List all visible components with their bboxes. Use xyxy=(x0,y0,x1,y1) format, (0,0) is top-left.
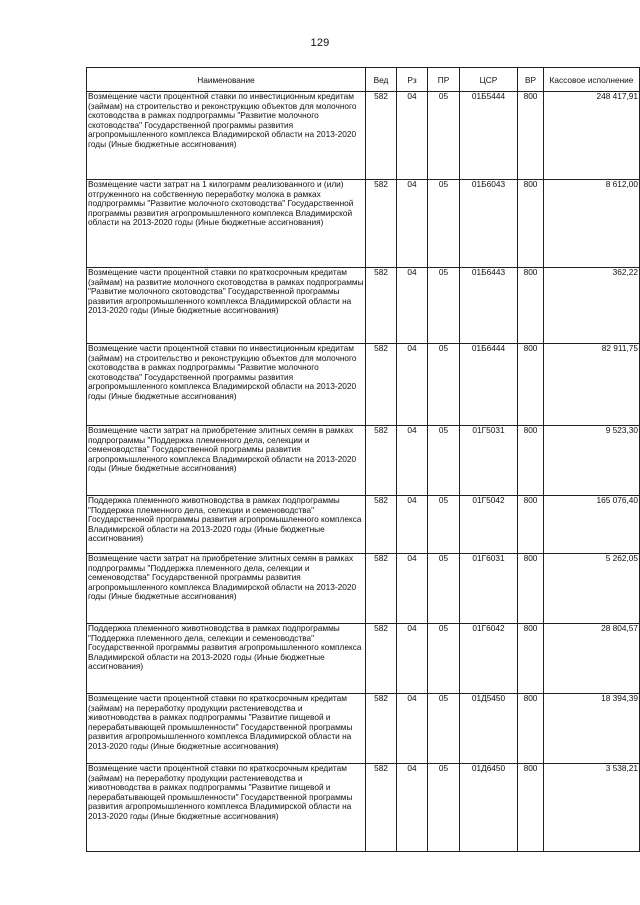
row-csr: 01Б6444 xyxy=(460,344,518,426)
row-amount: 3 538,21 xyxy=(544,764,640,852)
row-ved: 582 xyxy=(366,92,397,180)
row-amount: 362,22 xyxy=(544,268,640,344)
row-amount: 248 417,91 xyxy=(544,92,640,180)
table-row xyxy=(87,268,640,344)
row-ved: 582 xyxy=(366,344,397,426)
header-ved: Вед xyxy=(366,68,397,92)
row-rz: 04 xyxy=(397,496,428,554)
row-ved: 582 xyxy=(366,624,397,694)
row-amount: 8 612,00 xyxy=(544,180,640,268)
table-header-row xyxy=(87,68,640,92)
header-csr: ЦСР xyxy=(460,68,518,92)
row-pr: 05 xyxy=(428,554,460,624)
row-csr: 01Д6450 xyxy=(460,764,518,852)
row-pr: 05 xyxy=(428,624,460,694)
row-csr: 01Г5031 xyxy=(460,426,518,496)
row-pr: 05 xyxy=(428,426,460,496)
row-rz: 04 xyxy=(397,268,428,344)
row-rz: 04 xyxy=(397,344,428,426)
header-rz: Рз xyxy=(397,68,428,92)
row-amount: 28 804,57 xyxy=(544,624,640,694)
row-csr: 01Г6031 xyxy=(460,554,518,624)
table-row xyxy=(87,180,640,268)
row-name: Возмещение части затрат на приобретение элитных семян в рамках подпрограммы "Поддержка племенного дела, селекции и семеноводства" Государственной программы развития агропромышленного комплекса Владимирской области на 2013-2020 годы (Иные бюджетные ассигнования) xyxy=(87,426,366,496)
table-row xyxy=(87,496,640,554)
row-ved: 582 xyxy=(366,554,397,624)
row-amount: 5 262,05 xyxy=(544,554,640,624)
row-rz: 04 xyxy=(397,694,428,764)
row-name: Возмещение части процентной ставки по краткосрочным кредитам (займам) на переработку продукции растениеводства и животноводства в рамках подпрограммы "Развитие пищевой и перерабатывающей промышленности" Государственной программы развития агропромышленного комплекса Владимирской области на 2013-2020 годы (Иные бюджетные ассигнования) xyxy=(87,764,366,852)
row-vr: 800 xyxy=(518,92,544,180)
row-pr: 05 xyxy=(428,344,460,426)
row-ved: 582 xyxy=(366,426,397,496)
header-pr: ПР xyxy=(428,68,460,92)
row-vr: 800 xyxy=(518,694,544,764)
row-name: Возмещение части процентной ставки по краткосрочным кредитам (займам) на развитие молочного скотоводства в рамках подпрограммы "Развитие молочного скотоводства" Государственной программы развития агропромышленного комплекса Владимирской области на 2013-2020 годы (Иные бюджетные ассигнования) xyxy=(87,268,366,344)
row-ved: 582 xyxy=(366,694,397,764)
row-amount: 9 523,30 xyxy=(544,426,640,496)
row-csr: 01Б6443 xyxy=(460,268,518,344)
row-vr: 800 xyxy=(518,554,544,624)
table-row xyxy=(87,694,640,764)
table-body xyxy=(87,92,640,852)
row-vr: 800 xyxy=(518,764,544,852)
row-vr: 800 xyxy=(518,344,544,426)
row-vr: 800 xyxy=(518,180,544,268)
row-name: Возмещение части процентной ставки по инвестиционным кредитам (займам) на строительство и реконструкцию объектов для молочного скотоводства в рамках подпрограммы "Развитие молочного скотоводства" Государственной программы развития агропромышленного комплекса Владимирской области на 2013-2020 годы (Иные бюджетные ассигнования) xyxy=(87,344,366,426)
row-rz: 04 xyxy=(397,624,428,694)
row-csr: 01Д5450 xyxy=(460,694,518,764)
row-ved: 582 xyxy=(366,180,397,268)
row-rz: 04 xyxy=(397,764,428,852)
row-csr: 01Б6043 xyxy=(460,180,518,268)
row-csr: 01Г5042 xyxy=(460,496,518,554)
row-vr: 800 xyxy=(518,624,544,694)
row-pr: 05 xyxy=(428,268,460,344)
page-number: 129 xyxy=(310,37,330,49)
row-ved: 582 xyxy=(366,268,397,344)
table-row xyxy=(87,92,640,180)
row-name: Возмещение части затрат на 1 килограмм реализованного и (или) отгруженного на собственную переработку молока в рамках подпрограммы "Развитие молочного скотоводства" Государственной программы развития агропромышленного комплекса Владимирской области на 2013-2020 годы (Иные бюджетные ассигнования) xyxy=(87,180,366,268)
table-row xyxy=(87,554,640,624)
row-vr: 800 xyxy=(518,496,544,554)
row-ved: 582 xyxy=(366,496,397,554)
row-name: Поддержка племенного животноводства в рамках подпрограммы "Поддержка племенного дела, селекции и семеноводства" Государственной программы развития агропромышленного комплекса Владимирской области на 2013-2020 годы (Иные бюджетные ассигнования) xyxy=(87,624,366,694)
row-name: Поддержка племенного животноводства в рамках подпрограммы "Поддержка племенного дела, селекции и семеноводства" Государственной программы развития агропромышленного комплекса Владимирской области на 2013-2020 годы (Иные бюджетные ассигнования) xyxy=(87,496,366,554)
row-ved: 582 xyxy=(366,764,397,852)
table-row xyxy=(87,426,640,496)
row-rz: 04 xyxy=(397,180,428,268)
budget-execution-table xyxy=(86,67,640,852)
row-pr: 05 xyxy=(428,496,460,554)
row-amount: 82 911,75 xyxy=(544,344,640,426)
row-csr: 01Б5444 xyxy=(460,92,518,180)
table-row xyxy=(87,624,640,694)
row-vr: 800 xyxy=(518,268,544,344)
row-rz: 04 xyxy=(397,426,428,496)
row-rz: 04 xyxy=(397,92,428,180)
row-name: Возмещение части процентной ставки по краткосрочным кредитам (займам) на переработку продукции растениеводства и животноводства в рамках подпрограммы "Развитие пищевой и перерабатывающей промышленности" Государственной программы развития агропромышленного комплекса Владимирской области на 2013-2020 годы (Иные бюджетные ассигнования) xyxy=(87,694,366,764)
row-rz: 04 xyxy=(397,554,428,624)
row-pr: 05 xyxy=(428,92,460,180)
table-row xyxy=(87,764,640,852)
row-amount: 18 394,39 xyxy=(544,694,640,764)
row-name: Возмещение части затрат на приобретение элитных семян в рамках подпрограммы "Поддержка племенного дела, селекции и семеноводства" Государственной программы развития агропромышленного комплекса Владимирской области на 2013-2020 годы (Иные бюджетные ассигнования) xyxy=(87,554,366,624)
row-name: Возмещение части процентной ставки по инвестиционным кредитам (займам) на строительство и реконструкцию объектов для молочного скотоводства в рамках подпрограммы "Развитие молочного скотоводства" Государственной программы развития агропромышленного комплекса Владимирской области на 2013-2020 годы (Иные бюджетные ассигнования) xyxy=(87,92,366,180)
row-vr: 800 xyxy=(518,426,544,496)
row-csr: 01Г6042 xyxy=(460,624,518,694)
row-pr: 05 xyxy=(428,180,460,268)
row-pr: 05 xyxy=(428,694,460,764)
header-amount: Кассовое исполнение xyxy=(544,68,640,92)
row-amount: 165 076,40 xyxy=(544,496,640,554)
header-name: Наименование xyxy=(87,68,366,92)
row-pr: 05 xyxy=(428,764,460,852)
header-vr: ВР xyxy=(518,68,544,92)
table-row xyxy=(87,344,640,426)
